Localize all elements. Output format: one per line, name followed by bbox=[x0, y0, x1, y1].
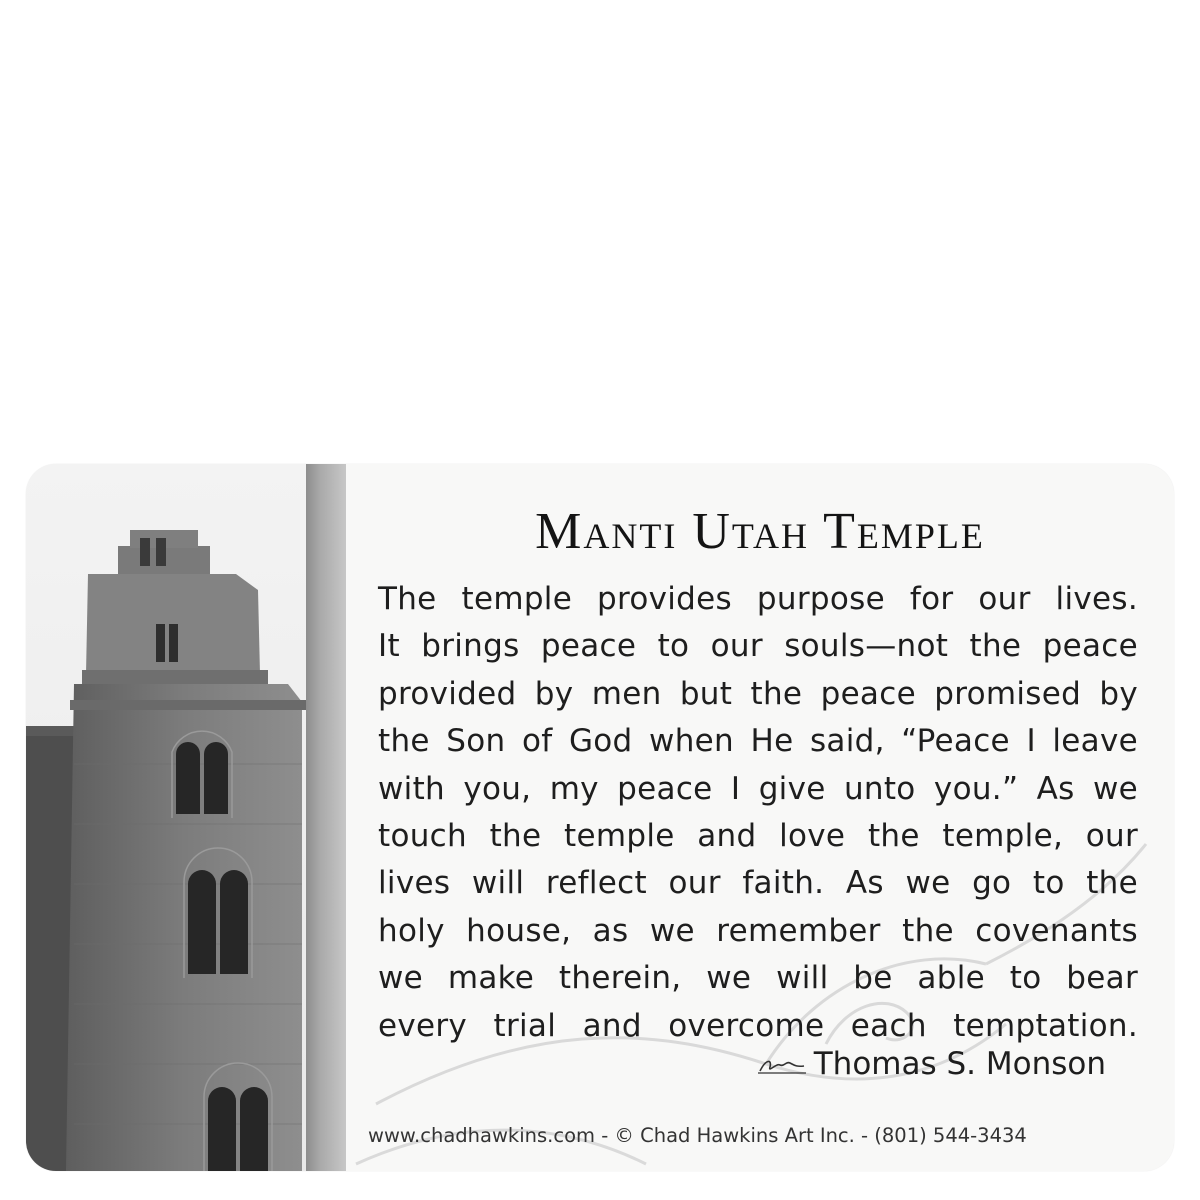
author-name: Thomas S. Monson bbox=[813, 1046, 1106, 1082]
prayer-card bbox=[26, 464, 1174, 1171]
quote-line: provided by men but the peace promised by bbox=[378, 675, 1138, 712]
quote-line: lives will reflect our faith. As we go to the bbox=[378, 865, 1138, 902]
signature-flourish-icon bbox=[756, 1051, 808, 1077]
quote-panel bbox=[346, 464, 1174, 1171]
quote-line: holy house, as we remember the covenants bbox=[378, 912, 1138, 949]
quote-attribution bbox=[756, 1046, 1106, 1082]
vertical-divider-bar bbox=[306, 464, 346, 1171]
footer-contact: www.chadhawkins.com - © Chad Hawkins Art Inc. - (801) 544-3434 bbox=[368, 1124, 1027, 1147]
quote-line: we make therein, we will be able to bear bbox=[378, 960, 1138, 997]
card-title: Manti Utah Temple bbox=[535, 503, 985, 560]
quote-line: with you, my peace I give unto you.” As we bbox=[378, 770, 1138, 807]
quote-line: every trial and overcome each temptation. bbox=[378, 1007, 1138, 1044]
quote-line: the Son of God when He said, “Peace I leave bbox=[378, 723, 1138, 760]
quote-text bbox=[378, 576, 1138, 1050]
quote-line: The temple provides purpose for our lives. bbox=[378, 581, 1138, 617]
quote-line: touch the temple and love the temple, our bbox=[378, 817, 1138, 854]
quote-line: It brings peace to our souls—not the peace bbox=[378, 628, 1138, 665]
temple-tower-photo bbox=[26, 464, 306, 1171]
